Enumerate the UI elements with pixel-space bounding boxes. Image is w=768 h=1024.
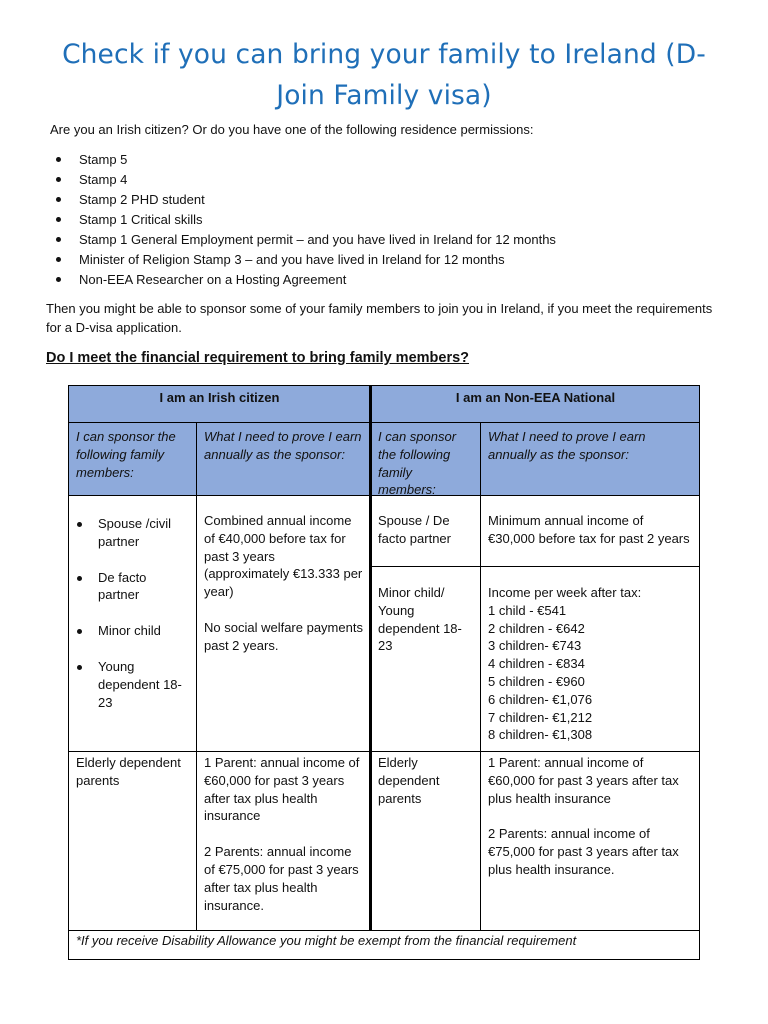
irish-income-cell bbox=[196, 495, 370, 751]
two-parents-income-text: 2 Parents: annual income of €75,000 for past 3 years after tax plus health insurance. bbox=[204, 844, 359, 913]
one-parent-income-text: 1 Parent: annual income of €60,000 for past 3 years after tax plus health insurance bbox=[488, 755, 679, 806]
non-eea-minor-income-cell bbox=[480, 566, 700, 751]
list-item: 6 children- €1,076 bbox=[488, 691, 593, 707]
section-heading: Do I meet the financial requirement to bring family members? bbox=[46, 350, 470, 366]
non-eea-elderly-parents-cell: Elderly dependent parents bbox=[370, 751, 480, 930]
non-eea-sponsor-column-header: I can sponsor the following family members: bbox=[370, 422, 480, 495]
list-item: 5 children - €960 bbox=[488, 673, 585, 689]
irish-relatives-cell bbox=[68, 495, 196, 751]
list-item: Stamp 5 bbox=[56, 150, 556, 170]
list-item: 2 children - €642 bbox=[488, 620, 585, 636]
list-item: Stamp 2 PHD student bbox=[56, 190, 556, 210]
list-item: 7 children- €1,212 bbox=[488, 709, 593, 725]
page-title: Check if you can bring your family to Ireland (D-Join Family visa) bbox=[62, 39, 706, 111]
one-parent-income-text: 1 Parent: annual income of €60,000 for past 3 years after tax plus health insurance bbox=[204, 755, 360, 824]
list-item: Stamp 4 bbox=[56, 170, 556, 190]
list-item: Young dependent 18-23 bbox=[76, 658, 189, 711]
disability-allowance-footnote: *If you receive Disability Allowance you might be exempt from the financial requirement bbox=[68, 930, 700, 960]
non-eea-income-column-header: What I need to prove I earn annually as the sponsor: bbox=[480, 422, 700, 495]
sponsor-info-text: Then you might be able to sponsor some of your family members to join you in Ireland, if you meet the requirements for a D-visa application. bbox=[46, 301, 713, 335]
list-item: Minister of Religion Stamp 3 – and you have lived in Ireland for 12 months bbox=[56, 250, 556, 270]
table-border-right bbox=[699, 385, 700, 960]
non-eea-elderly-income-cell bbox=[480, 751, 700, 930]
non-eea-spouse-cell: Spouse / De facto partner bbox=[370, 495, 480, 566]
financial-requirement-table bbox=[68, 385, 700, 960]
income-per-week-label: Income per week after tax: bbox=[488, 585, 642, 600]
list-item: Stamp 1 General Employment permit – and you have lived in Ireland for 12 months bbox=[56, 230, 556, 250]
irish-elderly-parents-cell: Elderly dependent parents bbox=[68, 751, 196, 930]
list-item: Stamp 1 Critical skills bbox=[56, 210, 556, 230]
list-item: Non-EEA Researcher on a Hosting Agreement bbox=[56, 270, 556, 290]
two-parents-income-text: 2 Parents: annual income of €75,000 for past 3 years after tax plus health insurance. bbox=[488, 826, 679, 877]
list-item: 3 children- €743 bbox=[488, 638, 582, 654]
irish-citizen-header: I am an Irish citizen bbox=[68, 385, 370, 422]
non-eea-header: I am an Non-EEA National bbox=[370, 385, 700, 422]
intro-text: Are you an Irish citizen? Or do you have one of the following residence permissions: bbox=[50, 122, 534, 137]
irish-income-column-header: What I need to prove I earn annually as the sponsor: bbox=[196, 422, 370, 495]
list-item: 8 children- €1,308 bbox=[488, 727, 593, 743]
irish-combined-income-text: Combined annual income of €40,000 before tax for past 3 years (approximately €13.333 per year) bbox=[204, 513, 363, 600]
table-border-bottom bbox=[68, 959, 700, 960]
irish-sponsor-column-header: I can sponsor the following family members: bbox=[68, 422, 196, 495]
residence-permission-list bbox=[56, 150, 556, 290]
non-eea-spouse-income-cell: Minimum annual income of €30,000 before tax for past 2 years bbox=[480, 495, 700, 566]
column-divider bbox=[369, 385, 372, 930]
list-item: 1 child - €541 bbox=[488, 602, 567, 618]
list-item: Minor child bbox=[76, 622, 189, 640]
list-item: 4 children - €834 bbox=[488, 656, 585, 672]
list-item: Spouse /civil partner bbox=[76, 515, 189, 551]
non-eea-minor-child-cell: Minor child/ Young dependent 18-23 bbox=[370, 566, 480, 751]
irish-elderly-income-cell bbox=[196, 751, 370, 930]
list-item: De facto partner bbox=[76, 569, 189, 605]
irish-welfare-text: No social welfare payments past 2 years. bbox=[204, 619, 363, 653]
